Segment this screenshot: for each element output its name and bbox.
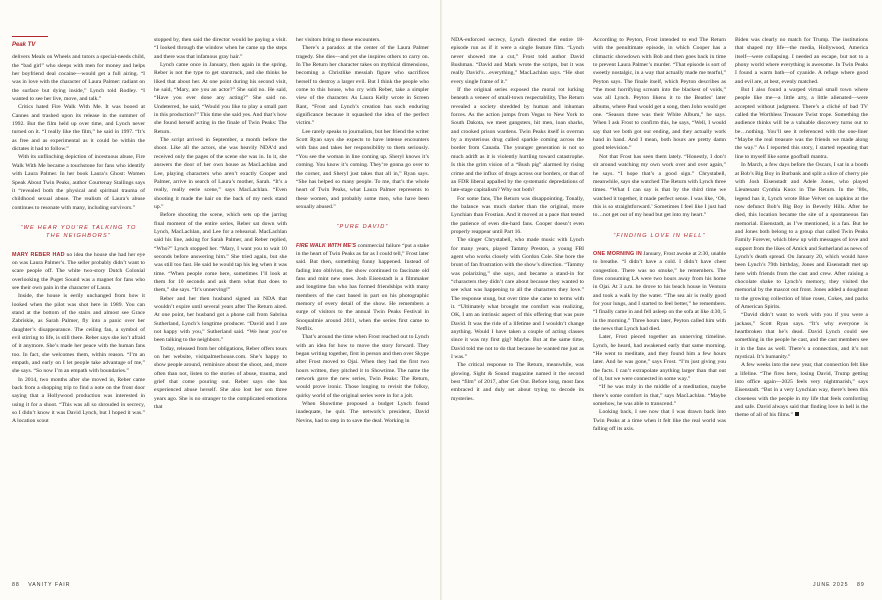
lead-paragraph-text: no idea the house she had her eye on was Laura Palmer’s. The seller probably didn’t want to scare people off. The white two-story Dutch Colonial overlooking the Puget Sound was a magnet for fans who see their own pain in the character of Laura.	[12, 251, 145, 291]
paragraph: That’s around the time when Frost reached out to Lynch with an idea for how to move the story forward. They began writing together, first in person and then over Skype after Frost moved to Ojai. When they had the first two hours written, they pitched it to Showtime. The name the network gave the new series, Twin Peaks: The Return, would prove ironic. Those longing to revisit the folksy, quirky world of the original series were in for a jolt.	[296, 334, 429, 399]
paragraph: If the original series exposed the moral rot lurking beneath a veneer of small-town respectability, The Return revealed a society shredded by human and inhuman forces. As the action jumps from Vegas to New York to South Dakota, we meet gangsters, hit men, loan sharks, and crooked prison wardens. Twin Peaks itself is overrun by a mysterious drug called sparkle coming across the border from Canada. The younger generation is not so much adrift as it is violently hurtling toward catastrophe. Is this the grim vision of a “Bush pig” alarmed by rising crime and the influx of drugs across our borders, or that of an FDR liberal appalled by the systematic depredations of late-stage capitalism? Why not both?	[451, 87, 584, 194]
folio-left	[12, 582, 70, 588]
lead-in: FIRE WALK WITH ME’S	[296, 242, 357, 249]
paragraph: Lee rarely speaks to journalists, but her friend the writer Scott Ryan says she expects to have intense encounters with fans and takes her responsibility to them seriously. “You see the woman in line coming up. Sheryl knows it’s coming. You know it’s coming. They’re gonna go over to the corner, and Sheryl just takes that all in,” Ryan says. “She has helped so many people. To me, that’s the whole heart of Twin Peaks, what Laura Palmer represents to these women, and probably some men, who have been sexually abused.”	[296, 128, 429, 210]
paragraph: Critics hated Fire Walk With Me. It was booed at Cannes and trashed upon its release in the summer of 1992. But the film held up over time, and Lynch never turned on it. “I really like the film,” he said in 1997. “It’s as free and as experimental as it could be within the dictates it had to follow.”	[12, 104, 145, 153]
paragraph: When Showtime proposed a budget Lynch found inadequate, he quit. The network’s president, David Nevins, had to step in to save the deal. Working in	[296, 401, 429, 424]
paragraph: delivers Meals on Wheels and tutors a special-needs child, the “bad girl” who sleeps with men for money and helps her boyfriend deal cocaine—would get a full airing. “I was in love with the character of Laura Palmer: radiant on the surface but dying inside,” Lynch told Rodley. “I wanted to see her live, move, and talk.”	[12, 54, 145, 103]
column-2	[154, 36, 287, 576]
section-heading: “FINDING LOVE IN HELL”	[613, 232, 706, 239]
section-kicker: Peak TV	[12, 42, 36, 48]
paragraph: “If he was truly in the middle of a meditation, maybe there’s some comfort in that,” says MacLachlan. “Maybe somehow, he was able to transcend.”	[593, 384, 726, 408]
magazine-name: VANITY FAIR	[28, 582, 71, 588]
page-number: 88	[12, 582, 20, 588]
paragraph: The script arrived in September, a month before the shoot. Like all the actors, she was heavily NDA’d and received only the pages of the scene she was in. In it, she answers the door of her own house as MacLachlan and Lee, playing characters who aren’t exactly Cooper and Palmer, arrive in search of Laura’s mother, Sarah. “It’s a really, really eerie scene,” says MacLachlan. “Even shooting it made the hair on the back of my neck stand up.”	[154, 137, 287, 210]
paragraph: But I also found a warped virtual small town where people like me—a little arty, a little alienated—were accepted without judgment. There’s a cliché of bad TV called the Worthless Treasure Twist trope. Something the audience thinks will be a valuable discovery turns out to be…nothing. You’ll see it referenced with the one-liner “Maybe the real treasure was the friends we made along the way.” As I reported this story, I started repeating that line to myself like some goofball mantra.	[735, 87, 868, 160]
page-number: 89	[856, 582, 865, 588]
folio-right	[813, 582, 865, 588]
paragraph: The singer Chrystabell, who made music with Lynch for many years, played Tammy Preston, a young FBI agent who works closely with Gordon Cole. She bore the brunt of fan frustration with the show’s direction. “Tammy was polarizing,” she says, and became a stand-in for “characters they didn’t care about because they wanted to see what was happening to all the characters they love.” The response stung, but over time she came to terms with it. “Ultimately what brought me comfort was realizing, OK, I am an intrinsic aspect of this offering that was pure David. It was the ride of a lifetime and I wouldn’t change anything. Would I have taken a couple of acting classes since it was my first gig? Maybe. But at the same time, David told me not to do that because he wanted me just as I was.”	[451, 237, 584, 361]
paragraph: There’s a paradox at the center of the Laura Palmer tragedy. She dies—and yet she inspires others to carry on. In The Return her character takes on mythical dimensions, becoming a Christlike messiah figure who sacrifices herself to destroy a larger evil. But I think the people who come to this house, who cry with Reber, take a simpler view of the character. As Laura Kelly wrote in Screen Rant, “Frost and Lynch’s creation has such enduring significance because it squashed the idea of the perfect victim.”	[296, 45, 429, 127]
paragraph: Before shooting the scene, which sets up the jarring final moment of the entire series, Reber sat down with Lynch, MacLachlan, and Lee for a rehearsal. MacLachlan said his line, asking for Sarah Palmer, and Reber replied, “Who?” Lynch stopped her. “Mary, I want you to wait 10 seconds before answering him.” She tried again, but she was still too fast. He said he would tap his leg when it was time. “When people come here, sometimes I’ll look at them for 10 seconds and ask them what that does to them,” she says. “It’s unnerving!”	[154, 212, 287, 294]
paragraph: Looking back, I see now that I was drawn back into Twin Peaks at a time when it felt like the real world was falling off its axis.	[593, 409, 726, 433]
paragraph: With its unflinching depiction of incestuous abuse, Fire Walk With Me became a touchstone for fans who identify with Laura Palmer. In her book Laura’s Ghost: Women Speak About Twin Peaks, author Courtenay Stallings says it “revealed both the physical and spiritual trauma of childhood sexual abuse. The realism of Laura’s abuse continues to resonate with many, including survivors.”	[12, 154, 145, 211]
paragraph: Today, released from her obligations, Reber offers tours on her website, visitpalmerhouse.com. She’s happy to show people around, reminisce about the shoot, and, more often than not, listen to the stories of abuse, trauma, and grief that come pouring out. Reber says she has experienced abuse herself. She also lost her son three years ago. She is no stranger to the complicated emotions that	[154, 345, 287, 411]
column-6	[735, 36, 868, 576]
paragraph: Inside, the house is eerily unchanged from how it looked when the pilot was shot here in 1989. You can stand at the bottom of the stairs and almost see Grace Zabriskie, as Sarah Palmer, fly into a panic over her daughter’s disappearance. The ceiling fan, a symbol of evil stirring to life, is still there. Reber says she isn’t afraid of it anymore. She’s made her peace with the human fans too. In fact, she welcomes them, within reason. “I’m an empath, and early on I let people take advantage of me,” she says. “So now I’m an empath with boundaries.”	[12, 293, 145, 375]
paragraph: NDA-enforced secrecy, Lynch directed the entire 18-episode run as if it were a single feature film. “Lynch never showed me a cut,” Frost told author David Bushman. “David and Mark wrote the scripts, but it was really David’s…everything,” MacLachlan says. “He shot every single frame of it.”	[451, 37, 584, 85]
paragraph: Not that Frost has seen them lately. “Honestly, I don’t sit around watching my own work over and over again,” he says. “I hope that’s a good sign.” Chrystabell, meanwhile, says she watched The Return with Lynch three times. “What I can say is that by the third time we watched it together, it made perfect sense. I was like, ‘Oh, this is so straightforward.’ Sometimes I feel like I just had to…not get out of my head but get into my heart.”	[593, 153, 726, 219]
paragraph: “David didn’t want to work with you if you were a jackass,” Scott Ryan says. “It’s why everyone is heartbroken that he’s dead. David Lynch could see something in the people he cast, and the cast members see it in the fans as well. There’s a connection, and it’s not mystical. It’s humanity.”	[735, 312, 868, 361]
paragraph: In 2014, two months after she moved in, Reber came back from a shopping trip to find a note on the front door saying that a Hollywood production was interested in using it for a shoot. “This was all so shrouded in secrecy, so I didn’t know it was David Lynch, but I hoped it was.” A location scout	[12, 376, 145, 425]
paragraph-text: A few weeks into the new year, that connection felt like a lifeline. “The fires here, losing David, Trump getting into office again—2025 feels very nightmarish,” says Eisenstadt. “But in a very Lynchian way, there’s been this closeness with the people in my life that feels comforting and safe. David always said that finding love in hell is the theme of all of his films.”	[735, 362, 868, 419]
paragraph: According to Peyton, Frost intended to end The Return with the penultimate episode, in which Cooper has a climactic showdown with Bob and then goes back in time to prevent Laura Palmer’s murder. “That episode is sort of sweetly nostalgic, in a way that actually made me tearful,” Peyton says. The finale itself, which Peyton describes as “the most horrifying scream into the blackest of voids,” was all Lynch. Peyton likens it to the Beatles’ later albums, where Paul would get a song, then John would get one. “Season three was their White Album,” he says. When I ask Frost to confirm this, he says, “Well, I would say that we both got our ending, and they actually work hand in hand. And I mean, both hours are pretty damn good television.”	[593, 37, 726, 152]
paragraph: Later, Frost pieced together an unnerving timeline. Lynch, he heard, had awakened early that same morning. “He went to meditate, and they found him a few hours later. And he was gone,” says Frost. “I’m just giving you the facts. I can’t extrapolate anything larger than that out of it, but we were connected in some way.”	[593, 334, 726, 383]
lead-in: ONE MORNING IN	[593, 250, 642, 257]
column-5	[593, 36, 726, 576]
kicker-rule	[12, 36, 48, 37]
lead-paragraph-text: January, Frost awoke at 2:30, unable to breathe. “I didn’t have a cold. I didn’t have chest congestion. There was no smoke,” he remembers. The fires consuming LA were two hours away from his home in Ojai. At 3 a.m. he drove to his beach house in Ventura and took a walk by the water. “The sea air is really good for your lungs, and I started to feel better,” he remembers. “I finally came in and fell asleep on the sofa at like 4:30, 5 in the morning.” Three hours later, Peyton called him with the news that Lynch had died.	[593, 250, 726, 332]
paragraph: stopped by, then said the director would be paying a visit. “I looked through the window when he came up the steps and there was that infamous gray hair.”	[154, 37, 287, 60]
lead-in: MARY REBER HAD	[12, 251, 65, 258]
right-page	[441, 0, 882, 600]
lead-paragraph	[12, 251, 145, 293]
end-mark-icon	[795, 412, 800, 417]
paragraph: For some fans, The Return was disappointing. Tonally, the balance was much darker than the original, more Lynchian than Frostian. And it moved at a pace that tested the patience of even die-hard fans. Cooper doesn’t even properly reappear until Part 16.	[451, 195, 584, 235]
issue-date: JUNE 2025	[813, 582, 849, 588]
lead-paragraph	[593, 250, 726, 333]
paragraph: her visitors bring to these encounters.	[296, 37, 381, 43]
column-3	[296, 36, 429, 576]
lead-paragraph-text: commercial failure “put a stake in the heart of Twin Peaks as far as I could tell,” Frost later said. But then, something funny happened. Instead of fading into oblivion, the show continued to fascinate old fans and mint new ones. Josh Eisenstadt is a filmmaker and longtime fan who has formed friendships with many members of the cast based in part on his photographic memory of every detail of the show. He remembers a surge of visitors to the annual Twin Peaks Festival in Snoqualmie around 2011, when the series first came to Netflix.	[296, 242, 429, 332]
section-heading: “PURE DAVID”	[336, 224, 389, 231]
paragraph: Lynch came once in January, then again in the spring. Reber is not the type to get starstruck, and she thinks he liked that about her. At one point during his second visit, he said, “Mary, are you an actor?” She said no. He said, “Have you ever done any acting?” She said no. Undeterred, he said, “Would you like to play a small part in this production?” This time she said yes. And that’s how she found herself acting in the finale of Twin Peaks: The Return.	[154, 62, 287, 135]
paragraph: In March, a few days before the Oscars, I sat in a booth at Bob’s Big Boy in Burbank and split a slice of cherry pie with Josh Eisenstadt and Adele Jones, who played Lieutenant Cynthia Knox in The Return. In the ’80s, legend has it, Lynch wrote Blue Velvet on napkins at the now defunct Bob’s Big Boy in Beverly Hills. After he died, this location became the site of a spontaneous fan memorial. Eisenstadt, as I’ve mentioned, is a fan. But he and Jones both belong to a group chat called Twin Peaks Family Forever, which blew up with messages of love and support from the likes of Amick and Sutherland as news of Lynch’s death spread. On January 20, which would have been Lynch’s 79th birthday, Jones and Eisenstadt met up here with friends from the cast and crew. After raising a chocolate shake to Lynch’s memory, they visited the memorial by the mascot out front. Jones added a doughnut to the growing collection of blue roses, Cokes, and packs of American Spirits.	[735, 162, 868, 310]
column-1	[12, 36, 145, 576]
paragraph: Reber and her then husband signed an NDA that wouldn’t expire until several years after The Return aired. At one point, her husband got a phone call from Sabrina Sutherland, Lynch’s longtime producer. “David and I are not happy with you,” Sutherland said. “We hear you’ve been talking to the neighbors.”	[154, 295, 287, 344]
column-4	[451, 36, 584, 576]
paragraph: Biden was clearly no match for Trump. The institutions that shaped my life—the media, Hollywood, America itself—were collapsing. I needed an escape, but not to a phony world where everything is awesome. In Twin Peaks I found a warm bath—of cyanide. A refuge where good and evil are, at best, evenly matched.	[735, 37, 868, 85]
section-heading: “WE HEAR YOU’RE TALKING TO THE NEIGHBORS”	[20, 224, 137, 240]
final-paragraph	[735, 361, 868, 419]
paragraph: The critical response to The Return, meanwhile, was glowing. Sight & Sound magazine named it the second best “film” of 2017, after Get Out. Before long, most fans embraced it and duly set about trying to decode its mysteries.	[451, 362, 584, 402]
lead-paragraph	[296, 242, 429, 334]
